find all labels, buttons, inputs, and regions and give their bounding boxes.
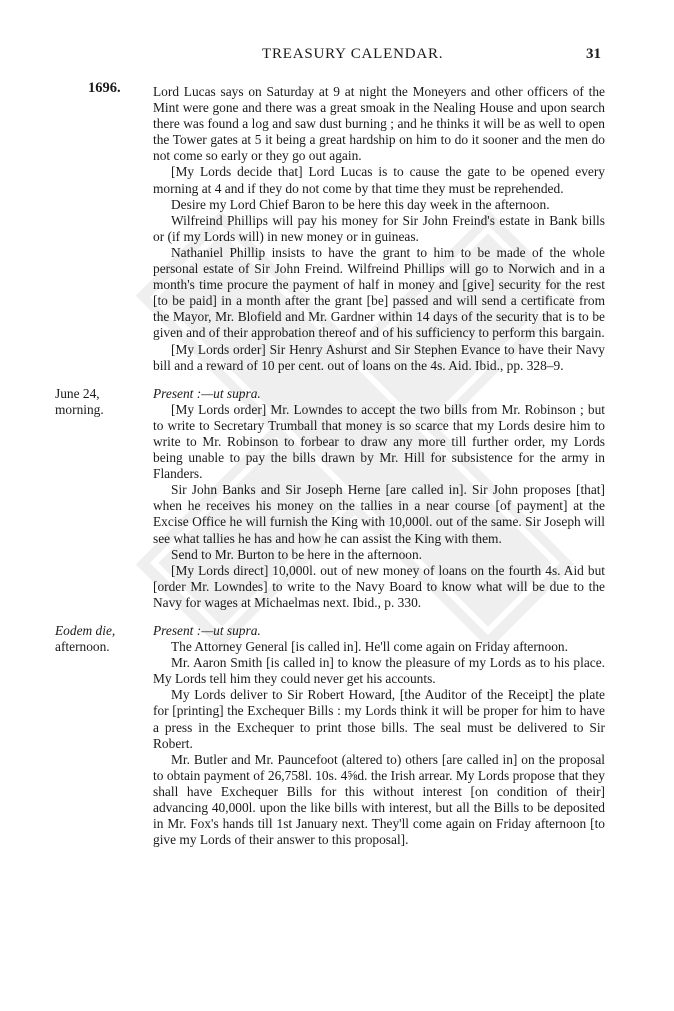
margin-date-line: Eodem die, xyxy=(55,623,116,638)
running-title: TREASURY CALENDAR. xyxy=(262,46,444,62)
paragraph: The Attorney General [is called in]. He'll come again on Friday afternoon. xyxy=(171,639,568,655)
margin-time-line: morning. xyxy=(55,401,104,417)
paragraph: Wilfreind Phillips will pay his money for Sir John Freind's estate in Bank bills or (if my Lords will) in new money or in guineas. xyxy=(153,212,605,244)
margin-date-line: June 24, xyxy=(55,385,100,401)
paragraph: Mr. Butler and Mr. Pauncefoot (altered to) others [are called in] on the proposal to obtain payment of 26,758l. 10s. 4⅝d. the Irish arrear. My Lords propose that they shall have Exchequer Bills for this without interest [on condition of their] advancing 40,000l. upon the like bills with interest, but all the Bills to be deposited in Mr. Fox's hands till 1st January next. They'll come again on Friday afternoon [to give my Lords of their answer to this proposal]. xyxy=(153,751,605,848)
paragraph: Sir John Banks and Sir Joseph Herne [are called in]. Sir John proposes [that] when he receives his money on the tallies in a near course [of payment] at the Excise Office he will furnish the King with 10,000l. out of the same. Sir Joseph will see what tallies he has and how he can assist the King with them. xyxy=(153,482,605,546)
paragraph: [My Lords order] Mr. Lowndes to accept the two bills from Mr. Robinson ; but to write to Secretary Trumball that money is so scarce that my Lords desire him to write to Mr. Robinson to forbear to draw any more till further order, my Lords being unable to pay the bills drawn by Mr. Hill for subsistence for the army in Flanders. xyxy=(153,401,605,482)
header-year: 1696. xyxy=(88,80,121,96)
margin-date xyxy=(55,386,145,418)
paragraph: Nathaniel Phillip insists to have the grant to him to be made of the whole personal estate of Sir John Freind. Wilfreind Phillips will go to Norwich and in a month's time procure the payment of half in money and [give] security for the rest [to be paid] in a month after the grant [be] passed and will send a certificate from the Mayor, Mr. Blofield and Mr. Gardner within 14 days of the security that is to be given and of their approbation thereof and of his sufficiency to perform this bargain. xyxy=(153,244,605,341)
paragraph: Desire my Lord Chief Baron to be here this day week in the afternoon. xyxy=(171,196,550,212)
present-line: Present :—ut supra. xyxy=(153,623,261,638)
present-line: Present :—ut supra. xyxy=(153,385,261,401)
margin-date xyxy=(55,623,145,655)
paragraph: [My Lords order] Sir Henry Ashurst and Sir Stephen Evance to have their Navy bill and a reward of 10 per cent. out of loans on the 4s. Aid. Ibid., pp. 328–9. xyxy=(153,341,605,373)
paragraph: [My Lords direct] 10,000l. out of new money of loans on the fourth 4s. Aid but [order Mr. Lowndes] to write to the Navy Board to know what will be due to the Navy for wages at Michaelmas next. Ibid., p. 330. xyxy=(153,562,605,610)
page-number: 31 xyxy=(586,46,601,62)
paragraph: Lord Lucas says on Saturday at 9 at night the Moneyers and other officers of the Mint were gone and there was a great smoak in the Nealing House and upon search there was found a log and saw dust burning ; and he thinks it will be as well to open the Tower gates at 5 it being a great hardship on him to do it sooner and the men do not come so early or they go out again. xyxy=(153,84,605,164)
paragraph: My Lords deliver to Sir Robert Howard, [the Auditor of the Receipt] the plate for [printing] the Exchequer Bills : my Lords think it will be proper for him to have a press in the Exchequer to print those bills. The seal must be delivered to Sir Robert. xyxy=(153,687,605,751)
entry-eodem-die-afternoon xyxy=(55,623,605,848)
margin-time-line: afternoon. xyxy=(55,639,110,655)
paragraph: [My Lords decide that] Lord Lucas is to cause the gate to be opened every morning at 4 and if they do not come by that time they must be reprehended. xyxy=(153,164,605,196)
paragraph: Mr. Aaron Smith [is called in] to know the pleasure of my Lords as to his place. My Lords tell him they could never get his accounts. xyxy=(153,655,605,687)
paragraph: Send to Mr. Burton to be here in the afternoon. xyxy=(171,546,423,562)
entry-lord-lucas xyxy=(153,84,605,374)
entry-head xyxy=(55,385,605,417)
entry-june-24-morning xyxy=(55,385,605,611)
